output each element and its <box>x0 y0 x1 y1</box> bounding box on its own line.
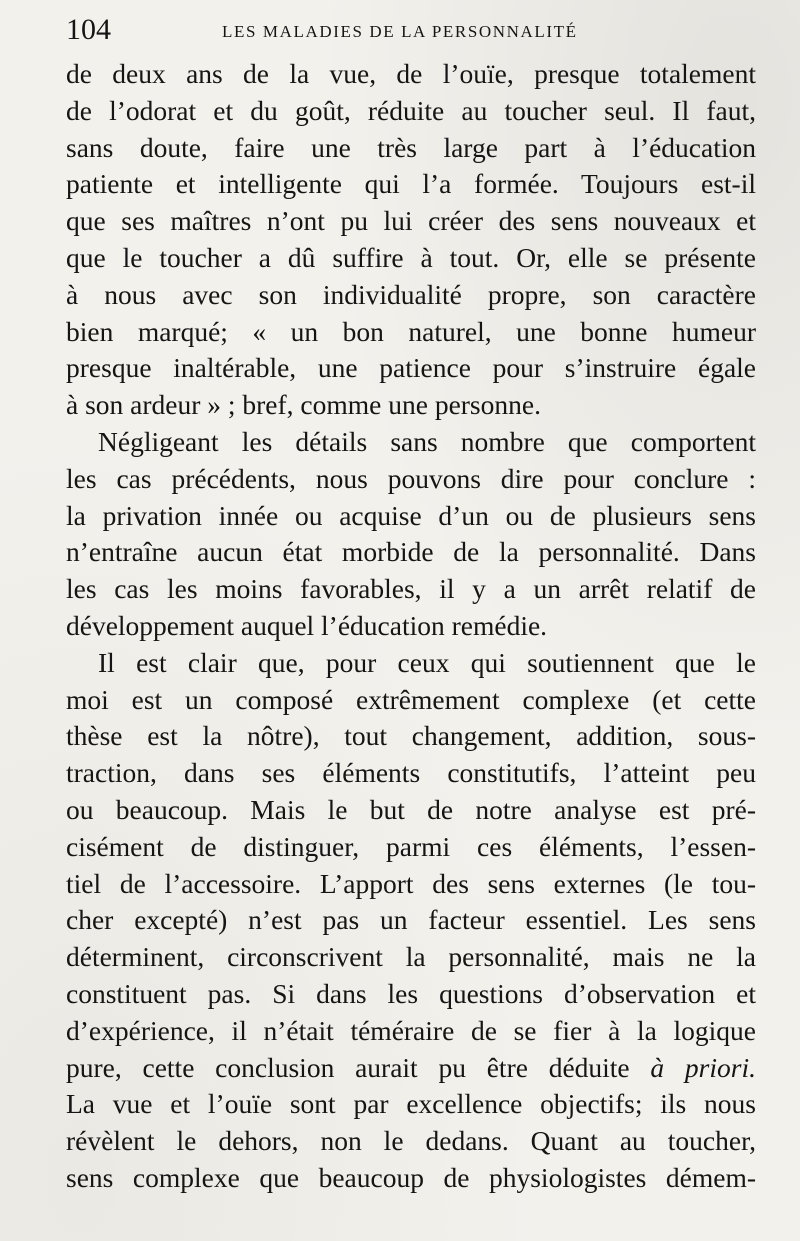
text-line: que le toucher a dû suffire à tout. Or, elle se présente <box>66 241 756 273</box>
text-line: d’expérience, il n’était téméraire de se fier à la logique <box>66 1014 756 1046</box>
italic-phrase: à priori. <box>650 1051 756 1083</box>
text-line: déterminent, circonscrivent la personnalité, mais ne la <box>66 941 756 973</box>
text-line: de l’odorat et du goût, réduite au toucher seul. Il faut, <box>66 94 756 126</box>
text-line: sans doute, faire une très large part à l’éducation <box>66 131 756 163</box>
body-text <box>66 56 756 1197</box>
text-line: de deux ans de la vue, de l’ouïe, presque totalement <box>66 58 756 89</box>
page-number: 104 <box>66 13 111 46</box>
text-line: la privation innée ou acquise d’un ou de plusieurs sens <box>66 499 756 531</box>
text-line: constituent pas. Si dans les questions d’observation et <box>66 977 756 1009</box>
paragraph-start-line: Négligeant les détails sans nombre que comportent <box>98 425 756 457</box>
text-line: ou beaucoup. Mais le but de notre analyse est pré- <box>66 793 756 825</box>
text-line: les cas les moins favorables, il y a un arrêt relatif de <box>66 573 756 605</box>
text-line: presque inaltérable, une patience pour s’instruire égale <box>66 352 756 384</box>
text-line: développement auquel l’éducation remédie. <box>66 609 548 641</box>
text-line: patiente et intelligente qui l’a formée. Toujours est-il <box>66 168 756 200</box>
text-line: sens complexe que beaucoup de physiologistes démem- <box>66 1161 756 1193</box>
text-line: à nous avec son individualité propre, son caractère <box>66 278 756 310</box>
text-line-roman-part: pure, cette conclusion aurait pu être déduite <box>66 1051 651 1083</box>
text-line: que ses maîtres n’ont pu lui créer des sens nouveaux et <box>66 205 756 237</box>
paragraph-start-line: Il est clair que, pour ceux qui soutiennent que le <box>98 646 756 678</box>
text-line: traction, dans ses éléments constitutifs, l’atteint peu <box>66 757 756 789</box>
text-line: les cas précédents, nous pouvons dire pour conclure : <box>66 462 756 494</box>
text-line: thèse est la nôtre), tout changement, addition, sous- <box>66 720 756 752</box>
text-line-with-italic <box>66 1050 756 1087</box>
text-line: à son ardeur » ; bref, comme une personne. <box>66 389 541 421</box>
text-line: tiel de l’accessoire. L’apport des sens externes (le tou- <box>66 867 756 899</box>
text-line: La vue et l’ouïe sont par excellence objectifs; ils nous <box>66 1088 756 1120</box>
text-line: cisément de distinguer, parmi ces éléments, l’essen- <box>66 830 756 862</box>
page-header <box>66 12 756 48</box>
text-line: bien marqué; « un bon naturel, une bonne humeur <box>66 315 756 347</box>
text-line: cher excepté) n’est pas un facteur essentiel. Les sens <box>66 904 756 936</box>
text-line: n’entraîne aucun état morbide de la personnalité. Dans <box>66 536 756 568</box>
running-head: LES MALADIES DE LA PERSONNALITÉ <box>222 22 578 41</box>
text-line: moi est un composé extrêmement complexe (et cette <box>66 683 756 715</box>
text-line: révèlent le dehors, non le dedans. Quant au toucher, <box>66 1125 756 1157</box>
